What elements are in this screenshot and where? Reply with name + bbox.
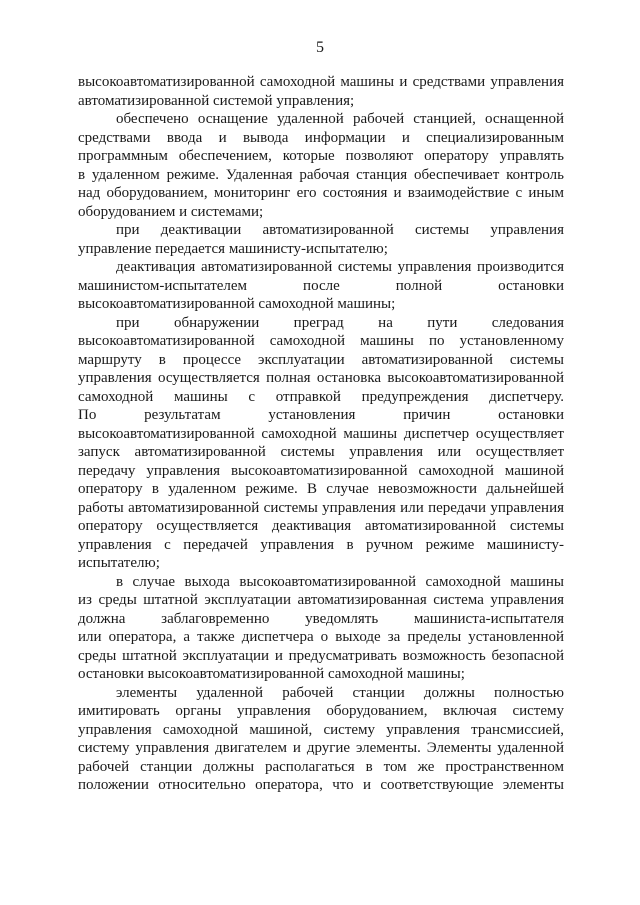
paragraph-line: высокоавтоматизированной самоходной машины диспетчер осуществляет	[78, 425, 564, 442]
paragraph	[78, 258, 564, 314]
paragraph	[78, 573, 564, 684]
paragraph-line: остановки высокоавтоматизированной самоходной машины;	[78, 666, 465, 682]
paragraph-line: маршруту в процессе эксплуатации автоматизированной системы	[78, 351, 564, 368]
paragraph-line: при деактивации автоматизированной системы управления	[116, 222, 564, 238]
paragraph-line: деактивация автоматизированной системы управления производится	[116, 259, 564, 275]
paragraph-line: автоматизированной системой управления;	[78, 92, 355, 109]
paragraph-line: оператору в удаленном режиме. В случае невозможности дальнейшей	[78, 481, 564, 497]
paragraph-line: в случае выхода высокоавтоматизированной самоходной машины	[116, 573, 564, 590]
paragraph	[78, 73, 564, 110]
paragraph-line: систему управления двигателем и другие элементы. Элементы удаленной	[78, 740, 564, 756]
paragraph	[78, 684, 564, 795]
paragraph-line: оборудованием и системами;	[78, 203, 264, 220]
paragraph-line: рабочей станции должны располагаться в том же пространственном	[78, 758, 564, 775]
document-body	[78, 73, 564, 795]
paragraph-line: работы автоматизированной системы управления или передачи управления	[78, 499, 564, 516]
paragraph-line: По результатам установления причин остановки	[78, 407, 564, 423]
paragraph-line: управление передается машинисту-испытателю;	[78, 240, 388, 257]
paragraph-line: имитировать органы управления оборудованием, включая систему	[78, 703, 564, 719]
paragraph-line: оператору осуществляется деактивация автоматизированной системы	[78, 518, 564, 534]
paragraph-line: высокоавтоматизированной самоходной машины;	[78, 296, 396, 312]
paragraph-line: положении относительно оператора, что и соответствующие элементы	[78, 777, 564, 793]
paragraph-line: машинистом-испытателем после полной остановки	[78, 277, 564, 294]
paragraph-line: высокоавтоматизированной самоходной машины по установленному	[78, 333, 564, 349]
paragraph-line: или оператора, а также диспетчера о выходе за пределы установленной	[78, 629, 564, 645]
paragraph-line: элементы удаленной рабочей станции должны полностью	[116, 684, 564, 701]
paragraph-line: управления самоходной машиной, систему управления трансмиссией,	[78, 721, 564, 738]
paragraph	[78, 221, 564, 258]
paragraph-line: при обнаружении преград на пути следования	[116, 314, 564, 331]
paragraph-line: запуск автоматизированной системы управления или осуществляет	[78, 444, 564, 460]
paragraph-line: испытателю;	[78, 555, 160, 571]
paragraph	[78, 314, 564, 573]
page-number: 5	[316, 39, 324, 56]
paragraph-line: из среды штатной эксплуатации автоматизированная система управления	[78, 592, 564, 608]
paragraph-line: над оборудованием, мониторинг его состояния и взаимодействие с иным	[78, 185, 564, 201]
paragraph-line: должна заблаговременно уведомлять машиниста-испытателя	[78, 610, 564, 627]
paragraph-line: средствами ввода и вывода информации и специализированным	[78, 129, 564, 146]
paragraph	[78, 110, 564, 221]
paragraph-line: управления осуществляется полная остановка высокоавтоматизированной	[78, 370, 564, 386]
paragraph-line: среды штатной эксплуатации и предусматривать возможность безопасной	[78, 647, 564, 664]
paragraph-line: программным обеспечением, которые позволяют оператору управлять	[78, 148, 564, 164]
paragraph-line: самоходной машины с отправкой предупреждения диспетчеру.	[78, 388, 564, 405]
paragraph-line: в удаленном режиме. Удаленная рабочая станция обеспечивает контроль	[78, 166, 564, 183]
paragraph-line: передачу управления высокоавтоматизированной самоходной машиной	[78, 462, 564, 479]
paragraph-line: высокоавтоматизированной самоходной машины и средствами управления	[78, 74, 564, 90]
paragraph-line: обеспечено оснащение удаленной рабочей станцией, оснащенной	[116, 111, 564, 127]
paragraph-line: управления с передачей управления в ручном режиме машинисту-	[78, 536, 564, 553]
